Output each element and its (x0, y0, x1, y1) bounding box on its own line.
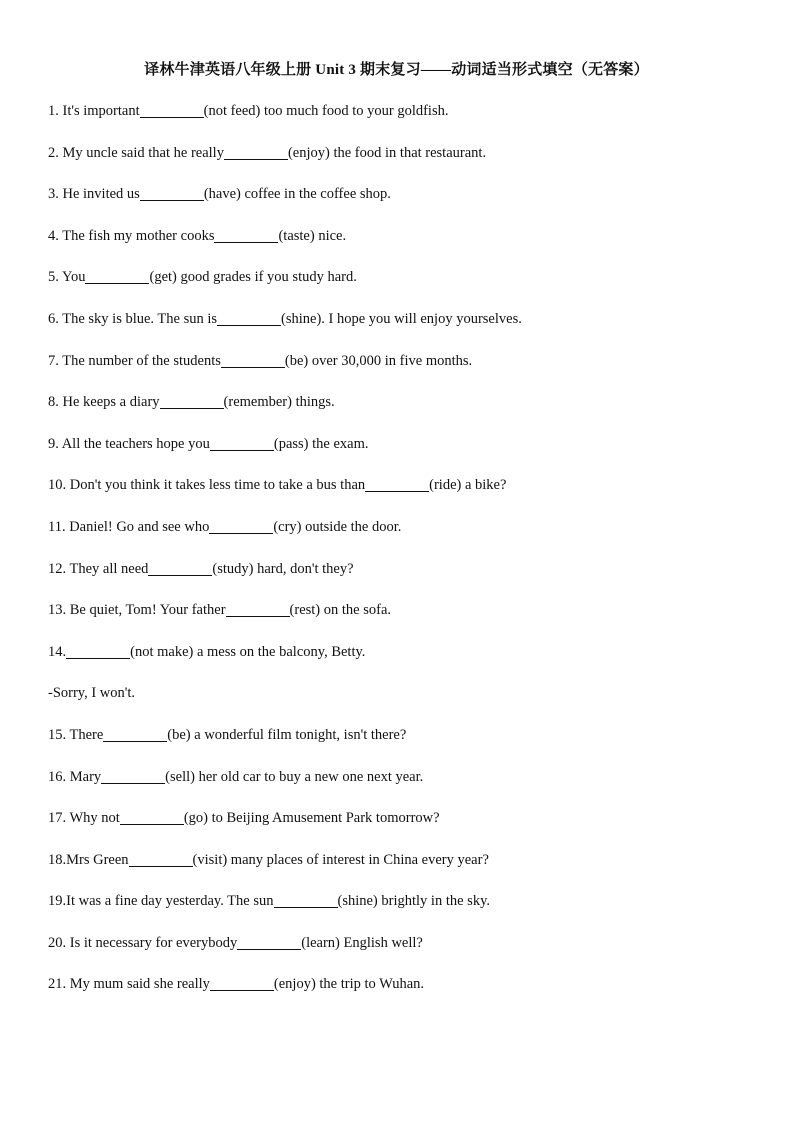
question-prefix-text: -Sorry, I won't. (48, 685, 136, 702)
question-prefix-text: 11. Daniel! Go and see who (48, 518, 210, 535)
question-item (48, 599, 768, 641)
question-prefix-text: 5. You (48, 269, 86, 286)
question-prefix-text: 6. The sky is blue. The sun is (48, 310, 218, 327)
question-item (48, 308, 768, 350)
answer-blank[interactable] (140, 186, 204, 201)
question-suffix-text: (be) over 30,000 in five months. (284, 352, 473, 369)
question-item (48, 766, 768, 808)
question-prefix-text: 8. He keeps a diary (48, 394, 160, 411)
question-suffix-text: (not make) a mess on the balcony, Betty. (130, 643, 366, 660)
answer-blank[interactable] (103, 727, 167, 742)
answer-blank[interactable] (365, 477, 429, 492)
question-prefix-text: 7. The number of the students (48, 352, 221, 369)
answer-blank[interactable] (226, 602, 290, 617)
question-item (48, 142, 768, 184)
answer-blank[interactable] (148, 561, 212, 576)
answer-blank[interactable] (129, 852, 193, 867)
question-item (48, 391, 768, 433)
question-suffix-text: (sell) her old car to buy a new one next year. (165, 768, 424, 785)
answer-blank[interactable] (209, 519, 273, 534)
question-suffix-text: (learn) English well? (301, 934, 423, 951)
answer-blank[interactable] (274, 893, 338, 908)
question-prefix-text: 13. Be quiet, Tom! Your father (48, 602, 226, 619)
question-prefix-text: 2. My uncle said that he really (48, 144, 224, 161)
page-title: 译林牛津英语八年级上册 Unit 3 期末复习——动词适当形式填空（无答案） (144, 62, 649, 78)
question-item (48, 973, 768, 1015)
question-suffix-text: (not feed) too much food to your goldfish. (203, 103, 449, 119)
question-suffix-text: (shine) brightly in the sky. (337, 893, 490, 910)
question-suffix-text: (be) a wonderful film tonight, isn't there? (167, 726, 407, 743)
answer-blank[interactable] (217, 311, 281, 326)
answer-blank[interactable] (101, 769, 165, 784)
question-suffix-text: (have) coffee in the coffee shop. (203, 186, 391, 203)
question-prefix-text: 16. Mary (48, 768, 102, 785)
question-item (48, 225, 768, 267)
question-item (48, 890, 768, 932)
question-item (48, 849, 768, 891)
question-suffix-text: (ride) a bike? (429, 477, 507, 494)
question-prefix-text: 19.It was a fine day yesterday. The sun (48, 893, 274, 910)
question-prefix-text: 18.Mrs Green (48, 851, 129, 868)
question-suffix-text: (cry) outside the door. (273, 518, 402, 535)
question-prefix-text: 12. They all need (48, 560, 149, 577)
answer-blank[interactable] (237, 935, 301, 950)
answer-blank[interactable] (120, 810, 184, 825)
question-prefix-text: 20. Is it necessary for everybody (48, 934, 238, 951)
question-prefix-text: 4. The fish my mother cooks (48, 227, 215, 244)
question-suffix-text: (get) good grades if you study hard. (149, 269, 357, 286)
question-item (48, 682, 768, 724)
question-prefix-text: 15. There (48, 726, 104, 743)
answer-blank[interactable] (214, 228, 278, 243)
answer-blank[interactable] (210, 976, 274, 991)
question-suffix-text: (study) hard, don't they? (212, 560, 354, 577)
question-list (48, 100, 768, 1015)
question-item (48, 433, 768, 475)
question-prefix-text: 21. My mum said she really (48, 976, 210, 993)
answer-blank[interactable] (224, 145, 288, 160)
question-prefix-text: 10. Don't you think it takes less time to take a bus than (48, 477, 366, 494)
answer-blank[interactable] (221, 353, 285, 368)
question-suffix-text: (shine). I hope you will enjoy yourselves. (281, 310, 522, 327)
question-item (48, 183, 768, 225)
answer-blank[interactable] (160, 394, 224, 409)
question-suffix-text: (visit) many places of interest in China every year? (192, 851, 489, 868)
question-item (48, 266, 768, 308)
question-item (48, 724, 768, 766)
question-item (48, 641, 768, 683)
question-suffix-text: (taste) nice. (278, 227, 347, 244)
answer-blank[interactable] (210, 436, 274, 451)
answer-blank[interactable] (66, 644, 130, 659)
question-suffix-text: (enjoy) the trip to Wuhan. (273, 976, 425, 993)
question-suffix-text: (remember) things. (223, 394, 335, 411)
question-prefix-text: 1. It's important (48, 103, 140, 119)
question-item (48, 932, 768, 974)
question-prefix-text: 14. (48, 643, 67, 660)
question-item (48, 516, 768, 558)
answer-blank[interactable] (85, 269, 149, 284)
question-item (48, 350, 768, 392)
question-suffix-text: (go) to Beijing Amusement Park tomorrow? (183, 810, 440, 827)
question-item (48, 474, 768, 516)
question-item (48, 558, 768, 600)
question-prefix-text: 17. Why not (48, 810, 120, 827)
question-prefix-text: 3. He invited us (48, 186, 140, 203)
answer-blank[interactable] (140, 103, 204, 118)
question-item (48, 100, 768, 142)
question-suffix-text: (enjoy) the food in that restaurant. (287, 144, 487, 161)
question-suffix-text: (rest) on the sofa. (289, 602, 392, 619)
question-prefix-text: 9. All the teachers hope you (48, 435, 210, 452)
question-item (48, 807, 768, 849)
question-suffix-text: (pass) the exam. (273, 435, 369, 452)
